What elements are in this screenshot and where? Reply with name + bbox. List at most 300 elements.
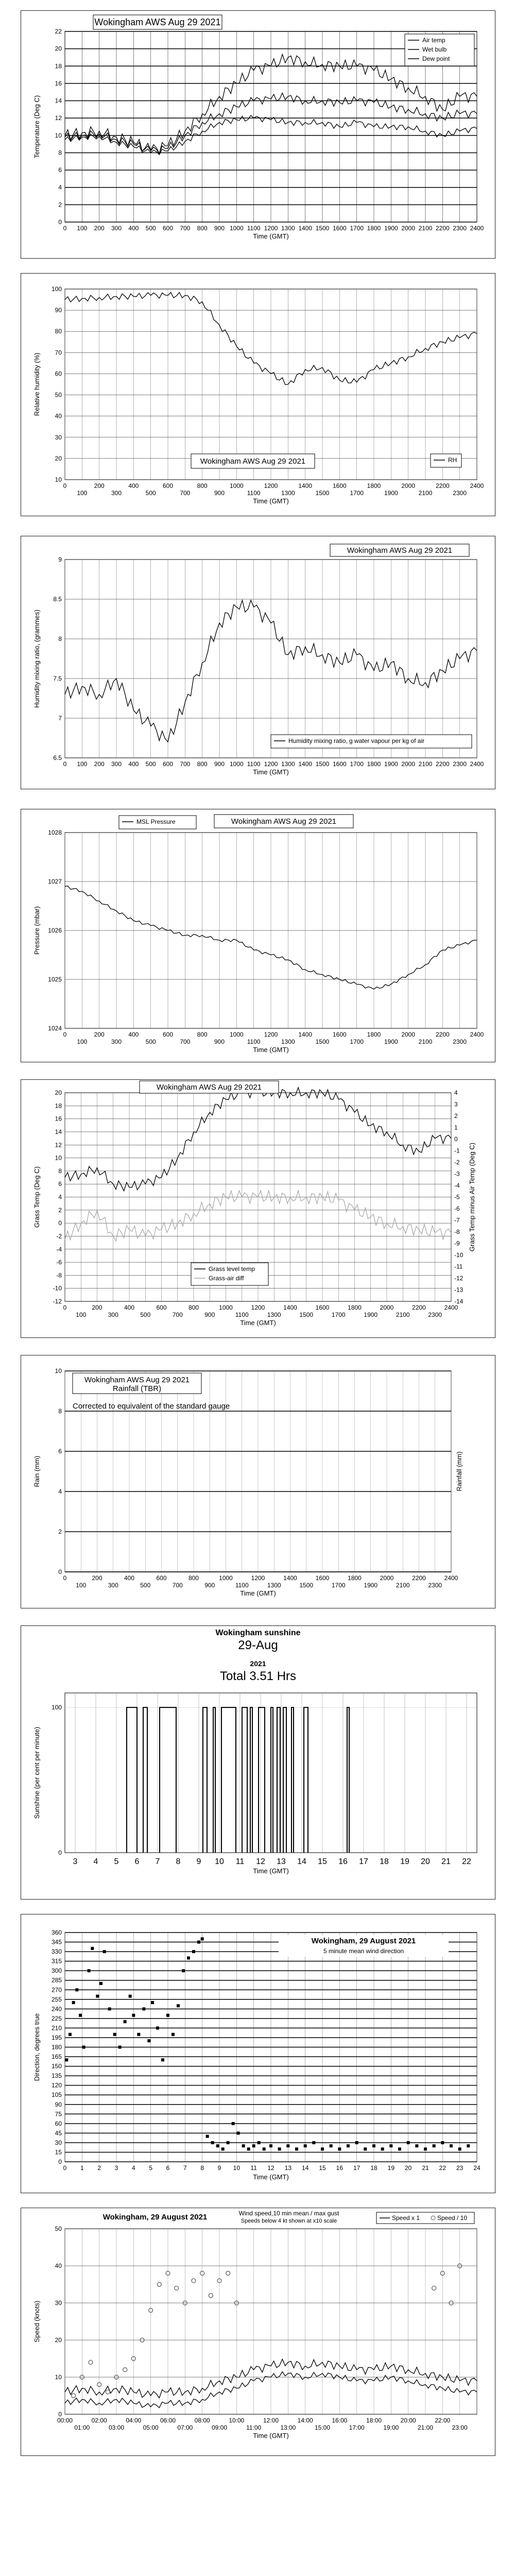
x-tick-label: 2000: [380, 1574, 394, 1582]
x-tick-label: 2: [97, 2164, 101, 2172]
y-tick-label: 330: [51, 1948, 62, 1956]
wind-direction-point: [142, 2007, 145, 2010]
x-tick-label: 400: [128, 1031, 139, 1038]
x-tick-label: 1900: [364, 1311, 378, 1318]
x-tick-label: 1300: [267, 1311, 281, 1318]
wind-direction-point: [65, 2058, 68, 2061]
wind-direction-point: [263, 2147, 266, 2150]
temperature-chart: [21, 11, 495, 258]
grass-temp-chart-panel: [21, 1079, 495, 1338]
x-tick-label: 11:00: [246, 2424, 262, 2431]
x-tick-label: 500: [145, 760, 156, 768]
y-tick-label: 20: [55, 45, 62, 53]
chart-year: 2021: [250, 1659, 266, 1668]
x-tick-label: 100: [77, 1038, 88, 1045]
x-tick-label: 10: [215, 1857, 224, 1866]
x-tick-label: 1400: [283, 1304, 297, 1311]
legend-entry: Air temp: [422, 37, 445, 44]
y-tick-label: 100: [51, 1704, 62, 1711]
wind-direction-point: [72, 2001, 75, 2004]
wind-direction-point: [237, 2131, 240, 2134]
x-tick-label: 2100: [396, 1582, 410, 1589]
x-tick-label: 1800: [367, 1031, 381, 1038]
x-tick-label: 12: [256, 1857, 265, 1866]
x-tick-label: 7: [183, 2164, 187, 2172]
y-tick-label: 1026: [48, 927, 62, 934]
y-tick-label: 100: [51, 285, 62, 293]
x-tick-label: 1700: [350, 1038, 364, 1045]
x-tick-label: 2300: [453, 489, 467, 497]
x-tick-label: 2300: [428, 1582, 442, 1589]
wind-direction-point: [458, 2147, 461, 2150]
x-tick-label: 1900: [384, 760, 398, 768]
x-tick-label: 2000: [401, 225, 416, 232]
y-tick-label: 150: [51, 2062, 62, 2070]
x-tick-label: 1100: [247, 225, 261, 232]
x-tick-label: 15: [319, 2164, 326, 2172]
wind-direction-point: [355, 2141, 358, 2144]
x-tick-label: 8: [176, 1857, 181, 1866]
y-tick-label: 8.5: [53, 596, 62, 603]
x-tick-label: 1500: [315, 760, 330, 768]
x-tick-label: 1200: [264, 760, 278, 768]
x-tick-label: 1200: [251, 1574, 265, 1582]
x-tick-label: 7: [155, 1857, 160, 1866]
y-axis-label: Humidity mixing ratio, (grammes): [33, 609, 41, 708]
x-tick-label: 21: [422, 2164, 429, 2172]
x-tick-label: 1100: [235, 1311, 249, 1318]
y2-tick-label: 1: [454, 1124, 458, 1131]
x-axis-label: Time (GMT): [253, 2432, 289, 2439]
chart-subtitle: Wind speed,10 min mean / max gust: [238, 2210, 339, 2217]
x-tick-label: 1100: [247, 1038, 261, 1045]
y-tick-label: 315: [51, 1957, 62, 1965]
y-tick-label: 40: [55, 2262, 62, 2269]
y-tick-label: 0: [58, 2411, 62, 2418]
x-tick-label: 900: [214, 1038, 225, 1045]
x-tick-label: 2300: [453, 1038, 467, 1045]
x-tick-label: 1400: [298, 1031, 313, 1038]
wind-direction-point: [197, 1941, 200, 1944]
y-tick-label: -2: [56, 1232, 62, 1240]
pressure-chart-panel: [21, 809, 495, 1062]
x-tick-label: 5: [114, 1857, 119, 1866]
y-tick-label: 180: [51, 2043, 62, 2051]
y2-tick-label: -10: [454, 1251, 464, 1259]
x-tick-label: 200: [94, 760, 105, 768]
chart-date: 29-Aug: [238, 1638, 278, 1652]
y-tick-label: 240: [51, 2005, 62, 2013]
x-tick-label: 2000: [401, 760, 416, 768]
wind-direction-point: [68, 2033, 72, 2036]
wind-direction-point: [75, 1988, 78, 1991]
legend-entry: Speed x 1: [392, 2214, 420, 2222]
x-tick-label: 200: [92, 1574, 102, 1582]
x-tick-label: 1700: [331, 1311, 346, 1318]
x-tick-label: 400: [128, 482, 139, 489]
x-tick-label: 11: [250, 2164, 257, 2172]
x-tick-label: 19: [387, 2164, 395, 2172]
x-tick-label: 18: [370, 2164, 377, 2172]
x-tick-label: 2400: [470, 225, 484, 232]
y-tick-label: 1027: [48, 878, 62, 885]
wind-direction-point: [201, 1937, 204, 1940]
wind-direction-point: [211, 2141, 214, 2144]
x-tick-label: 23:00: [452, 2424, 468, 2431]
x-tick-label: 1400: [298, 225, 313, 232]
x-tick-label: 14: [301, 2164, 309, 2172]
relative-humidity-chart: [21, 274, 495, 516]
x-tick-label: 1000: [229, 482, 244, 489]
y-tick-label: 210: [51, 2024, 62, 2032]
x-tick-label: 500: [140, 1582, 151, 1589]
x-tick-label: 1800: [367, 482, 381, 489]
x-tick-label: 2000: [401, 482, 416, 489]
wind-direction-point: [252, 2144, 255, 2147]
y-tick-label: 10: [55, 476, 62, 483]
x-axis-label: Time (GMT): [253, 497, 289, 505]
x-tick-label: 900: [214, 760, 225, 768]
x-tick-label: 16:00: [332, 2417, 348, 2424]
wind-direction-point: [312, 2141, 315, 2144]
y-tick-label: 345: [51, 1938, 62, 1946]
wind-direction-point: [79, 2014, 82, 2017]
chart-title: Wokingham AWS Aug 29 2021: [231, 817, 337, 826]
y-tick-label: 14: [55, 1128, 62, 1136]
x-tick-label: 1200: [264, 225, 278, 232]
x-tick-label: 2200: [412, 1574, 426, 1582]
x-tick-label: 300: [108, 1582, 118, 1589]
mixing-ratio-chart: [21, 536, 495, 789]
y2-tick-label: -3: [454, 1170, 460, 1178]
x-axis-label: Time (GMT): [253, 1867, 289, 1875]
wind-direction-point: [330, 2144, 333, 2147]
legend-entry: Dew point: [422, 55, 450, 62]
x-tick-label: 200: [94, 1031, 105, 1038]
x-tick-label: 21:00: [417, 2424, 434, 2431]
x-axis-label: Time (GMT): [253, 1046, 289, 1054]
x-tick-label: 500: [145, 1038, 156, 1045]
x-tick-label: 700: [180, 225, 191, 232]
x-tick-label: 1600: [332, 225, 347, 232]
y-tick-label: 8: [58, 1408, 62, 1415]
y-tick-label: 360: [51, 1929, 62, 1936]
wind-direction-point: [372, 2144, 375, 2147]
wind-direction-point: [242, 2144, 245, 2147]
x-tick-label: 1500: [299, 1582, 314, 1589]
wind-direction-point: [424, 2147, 427, 2150]
wind-direction-point: [147, 2039, 150, 2042]
y-tick-label: 0: [58, 1568, 62, 1575]
wind-direction-point: [192, 1950, 195, 1953]
humidity-chart-panel: [21, 273, 495, 516]
wind-direction-point: [166, 2014, 169, 2017]
x-tick-label: 1200: [264, 1031, 278, 1038]
x-tick-label: 2200: [435, 760, 450, 768]
x-tick-label: 9: [196, 1857, 201, 1866]
y-axis-label: Relative humidity (%): [33, 352, 41, 416]
y-tick-label: 105: [51, 2091, 62, 2099]
chart-title: Wokingham, 29 August 2021: [311, 1937, 416, 1945]
x-tick-label: 0: [63, 225, 67, 232]
y-tick-label: 120: [51, 2081, 62, 2089]
x-tick-label: 22:00: [435, 2417, 451, 2424]
x-tick-label: 1800: [367, 225, 381, 232]
y-tick-label: 4: [58, 1193, 62, 1201]
x-tick-label: 13: [277, 1857, 286, 1866]
x-tick-label: 400: [128, 760, 139, 768]
y-tick-label: 10: [55, 1367, 62, 1375]
y-tick-label: 45: [55, 2129, 62, 2137]
y-axis-label: Sunshine (per cent per minute): [33, 1726, 41, 1819]
y-tick-label: 30: [55, 433, 62, 441]
wind-direction-point: [232, 2122, 235, 2125]
x-tick-label: 11: [235, 1857, 245, 1866]
x-tick-label: 1: [80, 2164, 84, 2172]
y2-axis-label: Grass Temp minus Air Temp (Deg C): [468, 1142, 476, 1252]
y-tick-label: 0: [58, 218, 62, 226]
y-tick-label: 6: [58, 1448, 62, 1455]
wind-direction-point: [269, 2144, 272, 2147]
y-tick-label: 255: [51, 1995, 62, 2003]
y-tick-label: 135: [51, 2072, 62, 2080]
y-tick-label: 2: [58, 1528, 62, 1535]
y-tick-label: 4: [58, 1488, 62, 1495]
x-tick-label: 700: [180, 489, 191, 497]
sunshine-chart: [21, 1626, 495, 1899]
x-tick-label: 1300: [267, 1582, 281, 1589]
wind-direction-point: [389, 2144, 392, 2147]
x-tick-label: 2100: [418, 760, 433, 768]
x-tick-label: 1600: [315, 1304, 330, 1311]
y2-tick-label: -7: [454, 1216, 460, 1224]
y-axis-label: Direction, degrees true: [33, 2013, 41, 2081]
y-axis-label: Rain (mm): [33, 1455, 41, 1487]
legend-entry: Speed / 10: [437, 2214, 468, 2222]
rainfall-chart: [21, 1355, 495, 1608]
x-tick-label: 2100: [418, 1038, 433, 1045]
x-tick-label: 1400: [298, 760, 313, 768]
wind-direction-point: [407, 2141, 410, 2144]
y-tick-label: 70: [55, 349, 62, 357]
wind-direction-point: [177, 2004, 180, 2007]
wind-direction-point: [304, 2144, 307, 2147]
x-tick-label: 1500: [315, 225, 330, 232]
wind-direction-point: [286, 2144, 289, 2147]
y-tick-label: 22: [55, 28, 62, 35]
chart-title: Wokingham sunshine: [215, 1629, 301, 1637]
wind-direction-point: [99, 1982, 102, 1985]
x-tick-label: 19:00: [383, 2424, 399, 2431]
y-tick-label: 8: [58, 635, 62, 642]
x-tick-label: 400: [124, 1574, 135, 1582]
chart-title: Wokingham, 29 August 2021: [102, 2213, 208, 2222]
x-tick-label: 14: [297, 1857, 306, 1866]
wind-direction-point: [258, 2141, 261, 2144]
x-tick-label: 500: [145, 225, 156, 232]
y2-tick-label: 2: [454, 1112, 458, 1120]
x-tick-label: 0: [63, 1031, 67, 1038]
legend-entry: Humidity mixing ratio, g water vapour per kg of air: [288, 737, 425, 744]
x-axis-label: Time (GMT): [240, 1589, 276, 1597]
x-tick-label: 12: [267, 2164, 274, 2172]
y-tick-label: 18: [55, 62, 62, 70]
y-tick-label: 10: [55, 2374, 62, 2381]
y2-tick-label: -11: [454, 1263, 463, 1270]
y-tick-label: 1024: [48, 1025, 62, 1032]
wind-direction-point: [118, 2046, 122, 2049]
sunshine-chart-panel: [21, 1625, 495, 1900]
x-tick-label: 1300: [281, 225, 295, 232]
y-tick-label: 6.5: [53, 754, 62, 761]
y-tick-label: 50: [55, 2225, 62, 2232]
x-tick-label: 20: [421, 1857, 430, 1866]
y2-axis-label: Rainfall (mm): [455, 1451, 463, 1492]
x-tick-label: 500: [140, 1311, 151, 1318]
x-axis-label: Time (GMT): [253, 2173, 289, 2181]
x-tick-label: 05:00: [143, 2424, 159, 2431]
wind-direction-point: [82, 2046, 85, 2049]
x-tick-label: 17: [359, 1857, 368, 1866]
x-tick-label: 1200: [264, 482, 278, 489]
y-tick-label: 7: [58, 715, 62, 722]
x-tick-label: 1500: [315, 1038, 330, 1045]
x-tick-label: 0: [63, 1574, 67, 1582]
x-tick-label: 1400: [298, 482, 313, 489]
x-tick-label: 1500: [299, 1311, 314, 1318]
x-tick-label: 100: [77, 760, 88, 768]
y-tick-label: 0: [58, 1849, 62, 1856]
wind-direction-point: [124, 2020, 127, 2023]
wind-direction-point: [433, 2144, 436, 2147]
x-tick-label: 4: [93, 1857, 98, 1866]
x-tick-label: 2100: [396, 1311, 410, 1318]
x-tick-label: 200: [94, 482, 105, 489]
x-tick-label: 14:00: [297, 2417, 313, 2424]
x-tick-label: 300: [111, 760, 122, 768]
x-tick-label: 24: [473, 2164, 480, 2172]
x-tick-label: 15:00: [314, 2424, 331, 2431]
x-tick-label: 2200: [435, 482, 450, 489]
y2-tick-label: -14: [454, 1298, 464, 1305]
x-tick-label: 20: [404, 2164, 412, 2172]
x-tick-label: 02:00: [91, 2417, 107, 2424]
x-tick-label: 800: [197, 1031, 208, 1038]
x-tick-label: 18: [380, 1857, 389, 1866]
y2-tick-label: -13: [454, 1286, 464, 1294]
x-tick-label: 17:00: [349, 2424, 365, 2431]
x-tick-label: 1300: [281, 760, 295, 768]
x-tick-label: 1700: [350, 489, 364, 497]
x-tick-label: 6: [166, 2164, 170, 2172]
x-tick-label: 0: [63, 760, 67, 768]
x-tick-label: 1600: [315, 1574, 330, 1582]
x-tick-label: 700: [172, 1582, 183, 1589]
wind-direction-point: [88, 1969, 91, 1972]
y-tick-label: 225: [51, 2014, 62, 2022]
wind-direction-point: [221, 2147, 225, 2150]
legend-entry: MSL Pressure: [136, 818, 176, 825]
x-tick-label: 700: [180, 760, 191, 768]
y-tick-label: 14: [55, 97, 62, 105]
x-tick-label: 2300: [428, 1311, 442, 1318]
temperature-chart-panel: [21, 10, 495, 259]
x-tick-label: 2000: [380, 1304, 394, 1311]
y-tick-label: 90: [55, 2100, 62, 2108]
y-tick-label: 0: [58, 1219, 62, 1227]
x-tick-label: 15: [318, 1857, 327, 1866]
x-tick-label: 1900: [384, 1038, 398, 1045]
y-tick-label: -8: [56, 1272, 62, 1279]
x-tick-label: 12:00: [263, 2417, 279, 2424]
y2-tick-label: -5: [454, 1193, 460, 1201]
x-tick-label: 1700: [331, 1582, 346, 1589]
x-tick-label: 1000: [229, 225, 244, 232]
x-tick-label: 1900: [364, 1582, 378, 1589]
y-tick-label: 75: [55, 2110, 62, 2118]
y-axis-label: Grass Temp (Deg C): [33, 1166, 41, 1228]
wind-direction-chart: [21, 1914, 495, 2193]
y-tick-label: 40: [55, 412, 62, 420]
x-tick-label: 5: [149, 2164, 153, 2172]
y-tick-label: 10: [55, 131, 62, 139]
y-tick-label: 12: [55, 1141, 62, 1149]
x-tick-label: 1400: [283, 1574, 297, 1582]
wind-direction-point: [206, 2135, 209, 2138]
grass-temperature-chart: [21, 1080, 495, 1337]
legend-entry: Grass-air diff: [209, 1275, 244, 1282]
x-tick-label: 600: [156, 1574, 167, 1582]
x-axis-label: Time (GMT): [253, 232, 289, 240]
wind-speed-chart-panel: [21, 2208, 495, 2456]
y-tick-label: 80: [55, 328, 62, 335]
x-tick-label: 1200: [251, 1304, 265, 1311]
y-tick-label: 15: [55, 2148, 62, 2156]
chart-title: Wokingham AWS Aug 29 2021: [156, 1083, 262, 1092]
x-tick-label: 2400: [470, 1031, 484, 1038]
y-tick-label: 285: [51, 1976, 62, 1984]
x-tick-label: 19: [400, 1857, 409, 1866]
x-tick-label: 1600: [332, 1031, 347, 1038]
x-tick-label: 16: [338, 1857, 348, 1866]
y-tick-label: 20: [55, 454, 62, 462]
y-tick-label: 20: [55, 2336, 62, 2344]
x-tick-label: 300: [111, 225, 122, 232]
x-tick-label: 300: [108, 1311, 118, 1318]
wind-direction-point: [450, 2144, 453, 2147]
x-tick-label: 3: [73, 1857, 78, 1866]
x-tick-label: 100: [76, 1582, 87, 1589]
x-tick-label: 100: [76, 1311, 87, 1318]
y-tick-label: 0: [58, 2158, 62, 2165]
x-tick-label: 1300: [281, 489, 295, 497]
y2-tick-label: 0: [454, 1136, 458, 1143]
x-tick-label: 700: [180, 1038, 191, 1045]
x-axis-label: Time (GMT): [240, 1319, 276, 1327]
wind-direction-point: [247, 2147, 250, 2150]
x-tick-label: 10:00: [229, 2417, 245, 2424]
x-tick-label: 1900: [384, 489, 398, 497]
rainfall-chart-panel: [21, 1355, 495, 1608]
x-tick-label: 13:00: [280, 2424, 296, 2431]
y-tick-label: 2: [58, 201, 62, 209]
chart-title: Wokingham AWS Aug 29 2021: [84, 1376, 190, 1384]
x-tick-label: 600: [162, 482, 174, 489]
y-axis-label: Speed (knots): [33, 2300, 41, 2343]
x-tick-label: 900: [214, 489, 225, 497]
x-tick-label: 900: [204, 1582, 215, 1589]
x-tick-label: 1600: [332, 482, 347, 489]
